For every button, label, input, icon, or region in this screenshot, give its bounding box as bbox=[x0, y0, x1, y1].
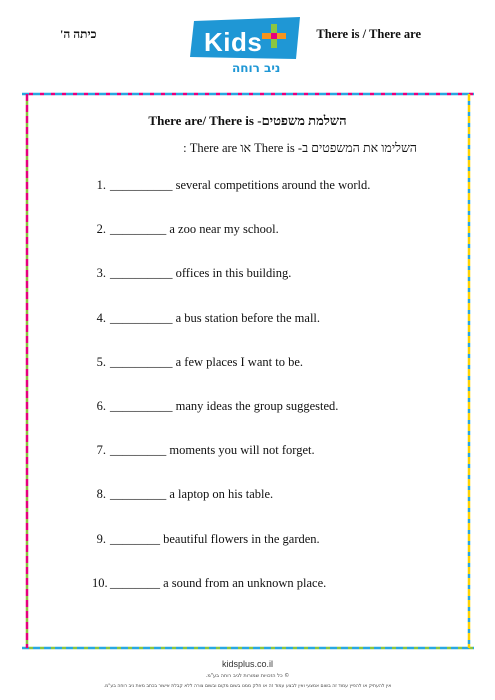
topic-label: There is / There are bbox=[316, 27, 421, 41]
question-text: _________ moments you will not forget. bbox=[110, 443, 315, 458]
question-number: 6. bbox=[96, 398, 106, 413]
kids-plus-logo bbox=[188, 17, 306, 79]
question-item bbox=[92, 222, 442, 266]
question-number: 3. bbox=[96, 266, 106, 281]
question-item bbox=[92, 443, 442, 487]
question-item bbox=[92, 399, 442, 443]
question-number: 2. bbox=[96, 222, 106, 237]
question-number: 8. bbox=[96, 487, 106, 502]
question-item bbox=[92, 532, 442, 576]
question-list bbox=[92, 178, 442, 620]
question-text: _________ a zoo near my school. bbox=[110, 222, 279, 237]
question-item bbox=[92, 311, 442, 355]
worksheet-title: השלמת משפטים- There are/ There is bbox=[148, 113, 347, 128]
question-item bbox=[92, 487, 442, 531]
footer-website-link[interactable]: kidsplus.co.il bbox=[221, 659, 274, 669]
question-item bbox=[92, 355, 442, 399]
question-text: ________ beautiful flowers in the garden. bbox=[110, 531, 320, 546]
question-number: 1. bbox=[96, 178, 106, 192]
question-text: _________ a laptop on his table. bbox=[110, 487, 274, 502]
question-number: 5. bbox=[96, 354, 106, 369]
logo-text: Kids bbox=[204, 27, 263, 57]
instructions-text: השלימו את המשפטים ב- There is או There are : bbox=[183, 141, 417, 155]
question-text: ________ a sound from an unknown place. bbox=[110, 575, 327, 590]
question-text: __________ several competitions around the world. bbox=[110, 178, 371, 192]
question-number: 4. bbox=[96, 310, 106, 325]
question-item bbox=[92, 576, 442, 620]
question-text: __________ a bus station before the mall. bbox=[110, 310, 321, 325]
footer-legal-notice: אין להעתיק או להפיץ עמוד זה בשום אמצעי ואין לבצע עמוד זה או חלק ממנו בשום מקום ובשום צורה ללא קבלת אישור בכתב מאת ניב רוחה בע"מ. bbox=[103, 684, 392, 689]
question-text: __________ a few places I want to be. bbox=[110, 354, 303, 369]
logo-subtitle: ניב רוחה bbox=[232, 61, 281, 75]
question-text: __________ offices in this building. bbox=[110, 266, 292, 281]
question-number: 7. bbox=[96, 443, 106, 458]
page-header bbox=[0, 0, 495, 82]
footer-copyright: © כל הזכויות שמורות לניב רוחה בע"מ. bbox=[205, 673, 290, 679]
question-text: __________ many ideas the group suggested. bbox=[110, 398, 339, 413]
grade-label: כיתה ה' bbox=[60, 27, 97, 41]
question-number: 10. bbox=[92, 575, 108, 590]
question-number: 9. bbox=[96, 531, 106, 546]
question-item bbox=[92, 266, 442, 310]
question-item bbox=[92, 178, 442, 222]
